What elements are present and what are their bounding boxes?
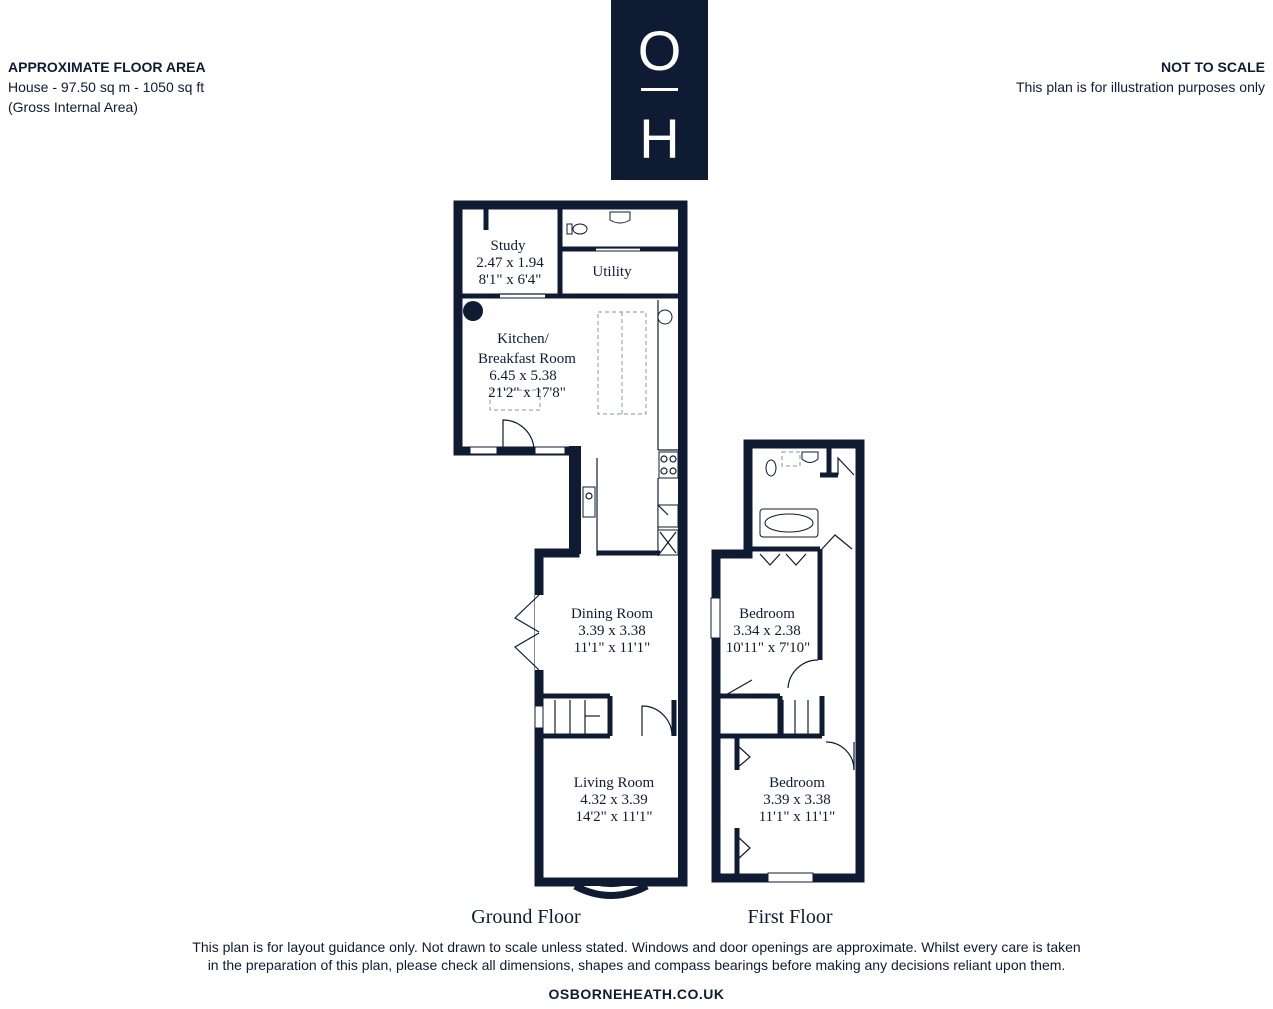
living-name: Living Room	[573, 775, 655, 791]
kitchen-name-1: Kitchen/	[497, 331, 549, 347]
scale-note: This plan is for illustration purposes only	[1015, 79, 1265, 95]
kitchen-window-1	[470, 447, 497, 454]
study-name: Study	[490, 238, 526, 254]
bedroom-rear-name: Bedroom	[739, 606, 795, 622]
living-door	[642, 706, 672, 736]
disclaimer	[0, 938, 1273, 974]
dining-imperial: 11'1" x 11'1"	[573, 640, 651, 656]
logo-letter-bottom: H	[639, 107, 680, 170]
front-bedroom-window	[768, 873, 813, 882]
first-floor-label: First Floor	[747, 906, 833, 928]
upstairs-basin-icon	[802, 452, 818, 463]
area-title: APPROXIMATE FLOOR AREA	[8, 59, 206, 75]
logo-letter-top: O	[637, 19, 682, 82]
dining-name: Dining Room	[570, 606, 654, 622]
toilet-icon	[573, 224, 587, 234]
disclaimer-line-2: in the preparation of this plan, please check all dimensions, shapes and compass bearings before making any decisions reliant upon them.	[207, 957, 1066, 973]
bedroom-front-metric: 3.39 x 3.38	[763, 792, 831, 808]
kitchen-metric: 6.45 x 5.38	[489, 368, 557, 384]
kitchen-back-door	[503, 420, 534, 451]
study-metric: 2.47 x 1.94	[476, 255, 544, 271]
stair-window	[535, 706, 543, 728]
toilet-cistern-icon	[567, 224, 572, 234]
rear-bedroom-window	[711, 598, 720, 638]
kitchen-sink-icon	[583, 487, 595, 517]
dining-metric: 3.39 x 3.38	[578, 623, 646, 639]
living-metric: 4.32 x 3.39	[580, 792, 648, 808]
upstairs-toilet-icon	[766, 460, 776, 476]
rear-bedroom-door	[788, 660, 818, 688]
living-imperial: 14'2" x 11'1"	[575, 809, 653, 825]
front-bedroom-door-arc	[826, 742, 854, 770]
wardrobe-door-1	[760, 554, 780, 565]
bedroom-rear-imperial: 10'11" x 7'10"	[725, 640, 811, 656]
dining-door-gap	[535, 595, 544, 670]
website-link[interactable]: OSBORNEHEATH.CO.UK	[548, 986, 725, 1002]
hob-icon	[659, 452, 678, 478]
kitchen-name-2: Breakfast Room	[478, 351, 576, 367]
wc-basin-icon	[610, 212, 630, 223]
utility-name: Utility	[592, 264, 632, 280]
bathtub-inner-icon	[765, 514, 813, 532]
boiler-icon	[463, 301, 483, 321]
kitchen-window-2	[535, 447, 565, 454]
kitchen-imperial: 21'2" x 17'8"	[488, 385, 566, 401]
bathroom-door	[822, 535, 852, 549]
bedroom-front-imperial: 11'1" x 11'1"	[758, 809, 836, 825]
ground-floor-label: Ground Floor	[471, 906, 581, 928]
bedroom-front-name: Bedroom	[769, 775, 825, 791]
area-note: (Gross Internal Area)	[8, 99, 138, 115]
disclaimer-line-1: This plan is for layout guidance only. Not drawn to scale unless stated. Windows and door openings are approximate. Whilst every care is taken	[192, 939, 1081, 955]
scale-title: NOT TO SCALE	[1161, 59, 1265, 75]
wardrobe-door-2	[786, 554, 806, 565]
study-imperial: 8'1" x 6'4"	[478, 272, 542, 288]
area-value: House - 97.50 sq m - 1050 sq ft	[8, 79, 205, 95]
first-floor-plan	[711, 444, 860, 928]
bay-window	[575, 886, 647, 896]
bath-cupboard-door	[838, 458, 854, 475]
bath-mat	[782, 452, 800, 466]
ground-right-wall	[678, 205, 687, 882]
kitchen-sink-small-icon	[658, 310, 672, 324]
bedroom-rear-metric: 3.34 x 2.38	[733, 623, 801, 639]
kitchen-step-wall	[569, 446, 581, 554]
ground-floor-plan	[458, 205, 687, 928]
